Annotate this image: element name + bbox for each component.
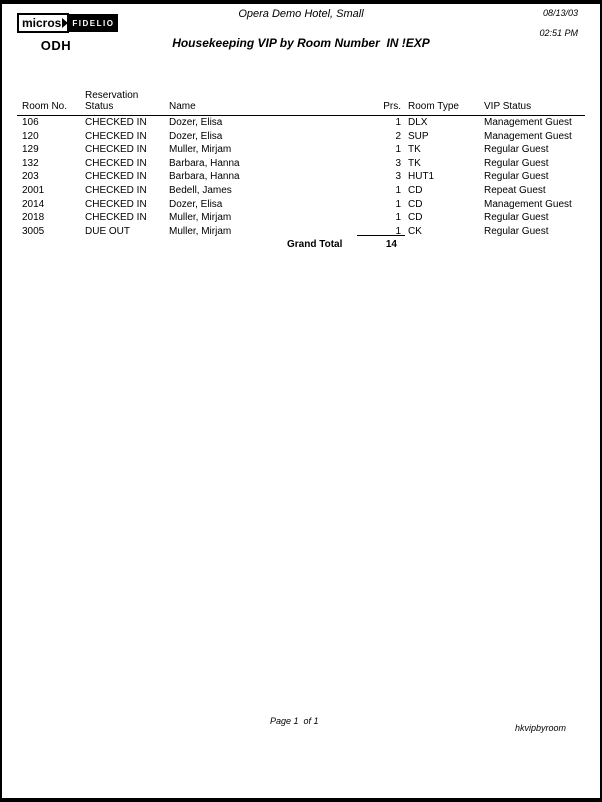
- fidelio-wordmark: FIDELIO: [69, 14, 118, 32]
- cell-room-no: 106: [22, 117, 39, 128]
- cell-room-type: SUP: [408, 130, 429, 142]
- cell-vip-status: Management Guest: [484, 117, 572, 128]
- cell-room-type: CD: [408, 198, 423, 210]
- column-header-vip-status: VIP Status: [477, 90, 585, 116]
- table-row: [17, 198, 585, 212]
- run-date: 08/13/03: [542, 8, 578, 18]
- cell-reservation-status: CHECKED IN: [85, 130, 147, 142]
- table-row: [17, 225, 585, 239]
- table-row: [17, 143, 585, 157]
- cell-reservation-status: DUE OUT: [85, 225, 130, 237]
- grand-total-label: Grand Total: [287, 239, 343, 250]
- table-header-row: [17, 90, 585, 116]
- table-row: [17, 184, 585, 198]
- cell-room-no: 2001: [22, 184, 45, 196]
- cell-vip-status: Regular Guest: [484, 225, 549, 237]
- cell-prs: 1: [395, 225, 401, 237]
- report-title: Housekeeping VIP by Room Number IN !EXP: [172, 36, 430, 50]
- cell-room-type: DLX: [408, 117, 428, 128]
- cell-room-no: 132: [22, 157, 39, 169]
- cell-prs: 1: [395, 184, 401, 196]
- property-code: ODH: [40, 38, 72, 53]
- cell-prs: 1: [395, 198, 401, 210]
- cell-name: Barbara, Hanna: [169, 171, 240, 183]
- table-body: [17, 116, 585, 239]
- cell-reservation-status: CHECKED IN: [85, 184, 147, 196]
- table-row: [17, 116, 585, 130]
- cell-prs: 1: [395, 144, 401, 156]
- cell-room-type: TK: [408, 157, 421, 169]
- cell-vip-status: Regular Guest: [484, 157, 549, 169]
- cell-prs: 1: [395, 212, 401, 224]
- report-table: [17, 90, 585, 238]
- cell-room-no: 120: [22, 130, 39, 142]
- cell-prs: 3: [395, 157, 401, 169]
- cell-vip-status: Management Guest: [484, 198, 572, 210]
- cell-name: Muller, Mirjam: [169, 225, 232, 237]
- cell-room-type: CD: [408, 212, 423, 224]
- table-row: [17, 170, 585, 184]
- cell-vip-status: Regular Guest: [484, 144, 549, 156]
- cell-name: Dozer, Elisa: [169, 130, 223, 142]
- cell-room-type: TK: [408, 144, 421, 156]
- cell-room-type: HUT1: [408, 171, 435, 183]
- table-row: [17, 130, 585, 144]
- column-header-prs: Prs.: [369, 90, 401, 116]
- cell-vip-status: Regular Guest: [484, 171, 549, 183]
- column-header-name: Name: [169, 90, 369, 116]
- cell-prs: 3: [395, 171, 401, 183]
- cell-room-no: 2018: [22, 212, 45, 224]
- cell-name: Muller, Mirjam: [169, 212, 232, 224]
- column-header-reservation-status: Reservation Status: [85, 90, 169, 116]
- cell-prs: 1: [395, 117, 401, 128]
- cell-vip-status: Repeat Guest: [484, 184, 546, 196]
- hotel-name: Opera Demo Hotel, Small: [238, 8, 364, 20]
- run-time: 02:51 PM: [539, 28, 578, 38]
- column-header-room-type: Room Type: [401, 90, 477, 116]
- cell-name: Dozer, Elisa: [169, 198, 223, 210]
- cell-room-no: 203: [22, 171, 39, 183]
- cell-reservation-status: CHECKED IN: [85, 212, 147, 224]
- cell-name: Dozer, Elisa: [169, 117, 223, 128]
- table-row: [17, 211, 585, 225]
- cell-room-no: 129: [22, 144, 39, 156]
- cell-vip-status: Regular Guest: [484, 212, 549, 224]
- cell-room-type: CK: [408, 225, 422, 237]
- cell-room-type: CD: [408, 184, 423, 196]
- cell-vip-status: Management Guest: [484, 130, 572, 142]
- cell-reservation-status: CHECKED IN: [85, 198, 147, 210]
- grand-total-value: 14: [357, 235, 405, 250]
- page-number: Page 1 of 1: [270, 716, 319, 726]
- cell-prs: 2: [395, 130, 401, 142]
- cell-name: Muller, Mirjam: [169, 144, 232, 156]
- cell-name: Barbara, Hanna: [169, 157, 240, 169]
- cell-room-no: 3005: [22, 225, 45, 237]
- cell-reservation-status: CHECKED IN: [85, 144, 147, 156]
- cell-room-no: 2014: [22, 198, 45, 210]
- cell-reservation-status: CHECKED IN: [85, 117, 147, 128]
- table-header: [17, 90, 585, 116]
- column-header-room-no: Room No.: [17, 90, 85, 116]
- cell-reservation-status: CHECKED IN: [85, 171, 147, 183]
- report-code: hkvipbyroom: [514, 723, 566, 733]
- cell-reservation-status: CHECKED IN: [85, 157, 147, 169]
- table-row: [17, 157, 585, 171]
- cell-name: Bedell, James: [169, 184, 232, 196]
- micros-text: micros: [22, 16, 62, 30]
